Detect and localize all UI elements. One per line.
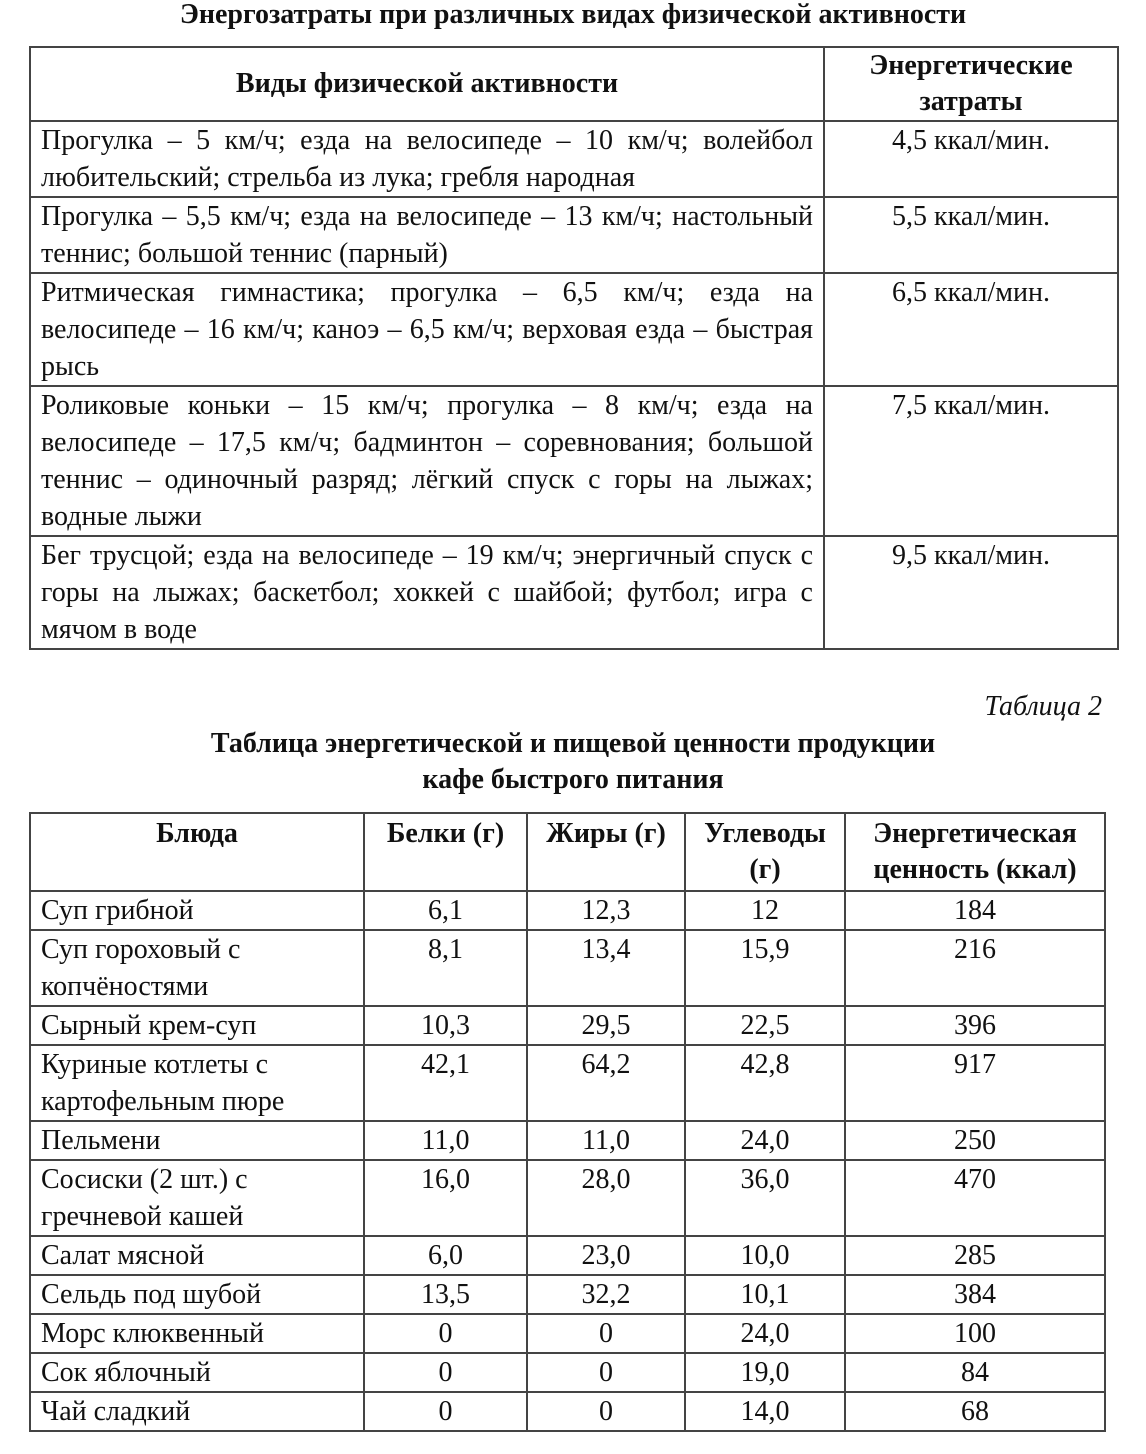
- table-row: [30, 1314, 1105, 1353]
- header-activity: Виды физической активности: [30, 47, 824, 121]
- header-carbs: Углеводы (г): [685, 813, 845, 891]
- kcal-cell: 100: [845, 1314, 1105, 1353]
- carbs-cell: 19,0: [685, 1353, 845, 1392]
- protein-cell: 6,0: [364, 1236, 527, 1275]
- carbs-cell: 36,0: [685, 1160, 845, 1236]
- dish-cell: Суп грибной: [30, 891, 364, 930]
- table-row: [30, 1353, 1105, 1392]
- kcal-cell: 396: [845, 1006, 1105, 1045]
- protein-cell: 0: [364, 1392, 527, 1431]
- dish-cell: Чай сладкий: [30, 1392, 364, 1431]
- activity-cell: Роликовые коньки – 15 км/ч; прогулка – 8 км/ч; езда на велосипеде – 17,5 км/ч; бадминтон – соревнования; большой теннис – одиночный разряд; лёгкий спуск с горы на лыжах; водные лыжи: [30, 386, 824, 536]
- header-fat: Жиры (г): [527, 813, 685, 891]
- carbs-cell: 10,0: [685, 1236, 845, 1275]
- table-row: [30, 1160, 1105, 1236]
- table-row: [30, 1045, 1105, 1121]
- carbs-cell: 15,9: [685, 930, 845, 1006]
- table2-title-line2: кафе быстрого питания: [422, 764, 724, 795]
- header-kcal: Энергетическая ценность (ккал): [845, 813, 1105, 891]
- fat-cell: 13,4: [527, 930, 685, 1006]
- protein-cell: 0: [364, 1314, 527, 1353]
- table1-title: Энергозатраты при различных видах физической активности: [179, 0, 967, 30]
- carbs-cell: 42,8: [685, 1045, 845, 1121]
- energy-cell: 6,5 ккал/мин.: [824, 273, 1118, 386]
- carbs-cell: 10,1: [685, 1275, 845, 1314]
- cafe-nutrition-table: [29, 812, 1106, 1432]
- carbs-cell: 12: [685, 891, 845, 930]
- header-energy: [824, 47, 1118, 121]
- protein-cell: 10,3: [364, 1006, 527, 1045]
- kcal-cell: 68: [845, 1392, 1105, 1431]
- table2-title-line1: Таблица энергетической и пищевой ценности продукции: [210, 728, 936, 759]
- header-dish: Блюда: [30, 813, 364, 891]
- kcal-cell: 216: [845, 930, 1105, 1006]
- table-row: [30, 536, 1118, 649]
- activity-cell: Ритмическая гимнастика; прогулка – 6,5 км/ч; езда на велосипеде – 16 км/ч; каноэ – 6,5 км/ч; верховая езда – быстрая рысь: [30, 273, 824, 386]
- fat-cell: 64,2: [527, 1045, 685, 1121]
- protein-cell: 11,0: [364, 1121, 527, 1160]
- header-energy-text: Энергетические затраты: [869, 50, 1073, 117]
- kcal-cell: 285: [845, 1236, 1105, 1275]
- table-row: [30, 1275, 1105, 1314]
- protein-cell: 8,1: [364, 930, 527, 1006]
- fat-cell: 0: [527, 1314, 685, 1353]
- fat-cell: 23,0: [527, 1236, 685, 1275]
- protein-cell: 13,5: [364, 1275, 527, 1314]
- table-row: [30, 891, 1105, 930]
- fat-cell: 0: [527, 1353, 685, 1392]
- table-row: [30, 121, 1118, 197]
- table-row: [30, 1006, 1105, 1045]
- activity-cell: Прогулка – 5,5 км/ч; езда на велосипеде – 13 км/ч; настольный теннис; большой теннис (парный): [30, 197, 824, 273]
- header-protein: Белки (г): [364, 813, 527, 891]
- dish-cell: Сосиски (2 шт.) с гречневой кашей: [30, 1160, 364, 1236]
- fat-cell: 32,2: [527, 1275, 685, 1314]
- protein-cell: 6,1: [364, 891, 527, 930]
- kcal-cell: 250: [845, 1121, 1105, 1160]
- kcal-cell: 470: [845, 1160, 1105, 1236]
- protein-cell: 42,1: [364, 1045, 527, 1121]
- activity-cell: Бег трусцой; езда на велосипеде – 19 км/ч; энергичный спуск с горы на лыжах; баскетбол; хоккей с шайбой; футбол; игра с мячом в воде: [30, 536, 824, 649]
- kcal-cell: 84: [845, 1353, 1105, 1392]
- dish-cell: Суп гороховый с копчёностями: [30, 930, 364, 1006]
- dish-cell: Куриные котлеты с картофельным пюре: [30, 1045, 364, 1121]
- activity-cell: Прогулка – 5 км/ч; езда на велосипеде – 10 км/ч; волейбол любительский; стрельба из лука; гребля народная: [30, 121, 824, 197]
- carbs-cell: 14,0: [685, 1392, 845, 1431]
- table-row: [30, 386, 1118, 536]
- carbs-cell: 22,5: [685, 1006, 845, 1045]
- fat-cell: 12,3: [527, 891, 685, 930]
- fat-cell: 0: [527, 1392, 685, 1431]
- fat-cell: 29,5: [527, 1006, 685, 1045]
- table-row: [30, 1121, 1105, 1160]
- protein-cell: 16,0: [364, 1160, 527, 1236]
- table-row: [30, 1236, 1105, 1275]
- dish-cell: Пельмени: [30, 1121, 364, 1160]
- fat-cell: 28,0: [527, 1160, 685, 1236]
- energy-cell: 9,5 ккал/мин.: [824, 536, 1118, 649]
- dish-cell: Сырный крем-суп: [30, 1006, 364, 1045]
- energy-cell: 7,5 ккал/мин.: [824, 386, 1118, 536]
- table-row: [30, 930, 1105, 1006]
- kcal-cell: 917: [845, 1045, 1105, 1121]
- kcal-cell: 384: [845, 1275, 1105, 1314]
- table-row: [30, 197, 1118, 273]
- table2-title: [0, 726, 1146, 798]
- activity-energy-table: [29, 46, 1119, 650]
- dish-cell: Сок яблочный: [30, 1353, 364, 1392]
- dish-cell: Сельдь под шубой: [30, 1275, 364, 1314]
- carbs-cell: 24,0: [685, 1121, 845, 1160]
- carbs-cell: 24,0: [685, 1314, 845, 1353]
- dish-cell: Морс клюквенный: [30, 1314, 364, 1353]
- protein-cell: 0: [364, 1353, 527, 1392]
- table2-caption: Таблица 2: [984, 691, 1102, 722]
- energy-cell: 4,5 ккал/мин.: [824, 121, 1118, 197]
- table-row: [30, 273, 1118, 386]
- fat-cell: 11,0: [527, 1121, 685, 1160]
- energy-cell: 5,5 ккал/мин.: [824, 197, 1118, 273]
- kcal-cell: 184: [845, 891, 1105, 930]
- table-row: [30, 1392, 1105, 1431]
- dish-cell: Салат мясной: [30, 1236, 364, 1275]
